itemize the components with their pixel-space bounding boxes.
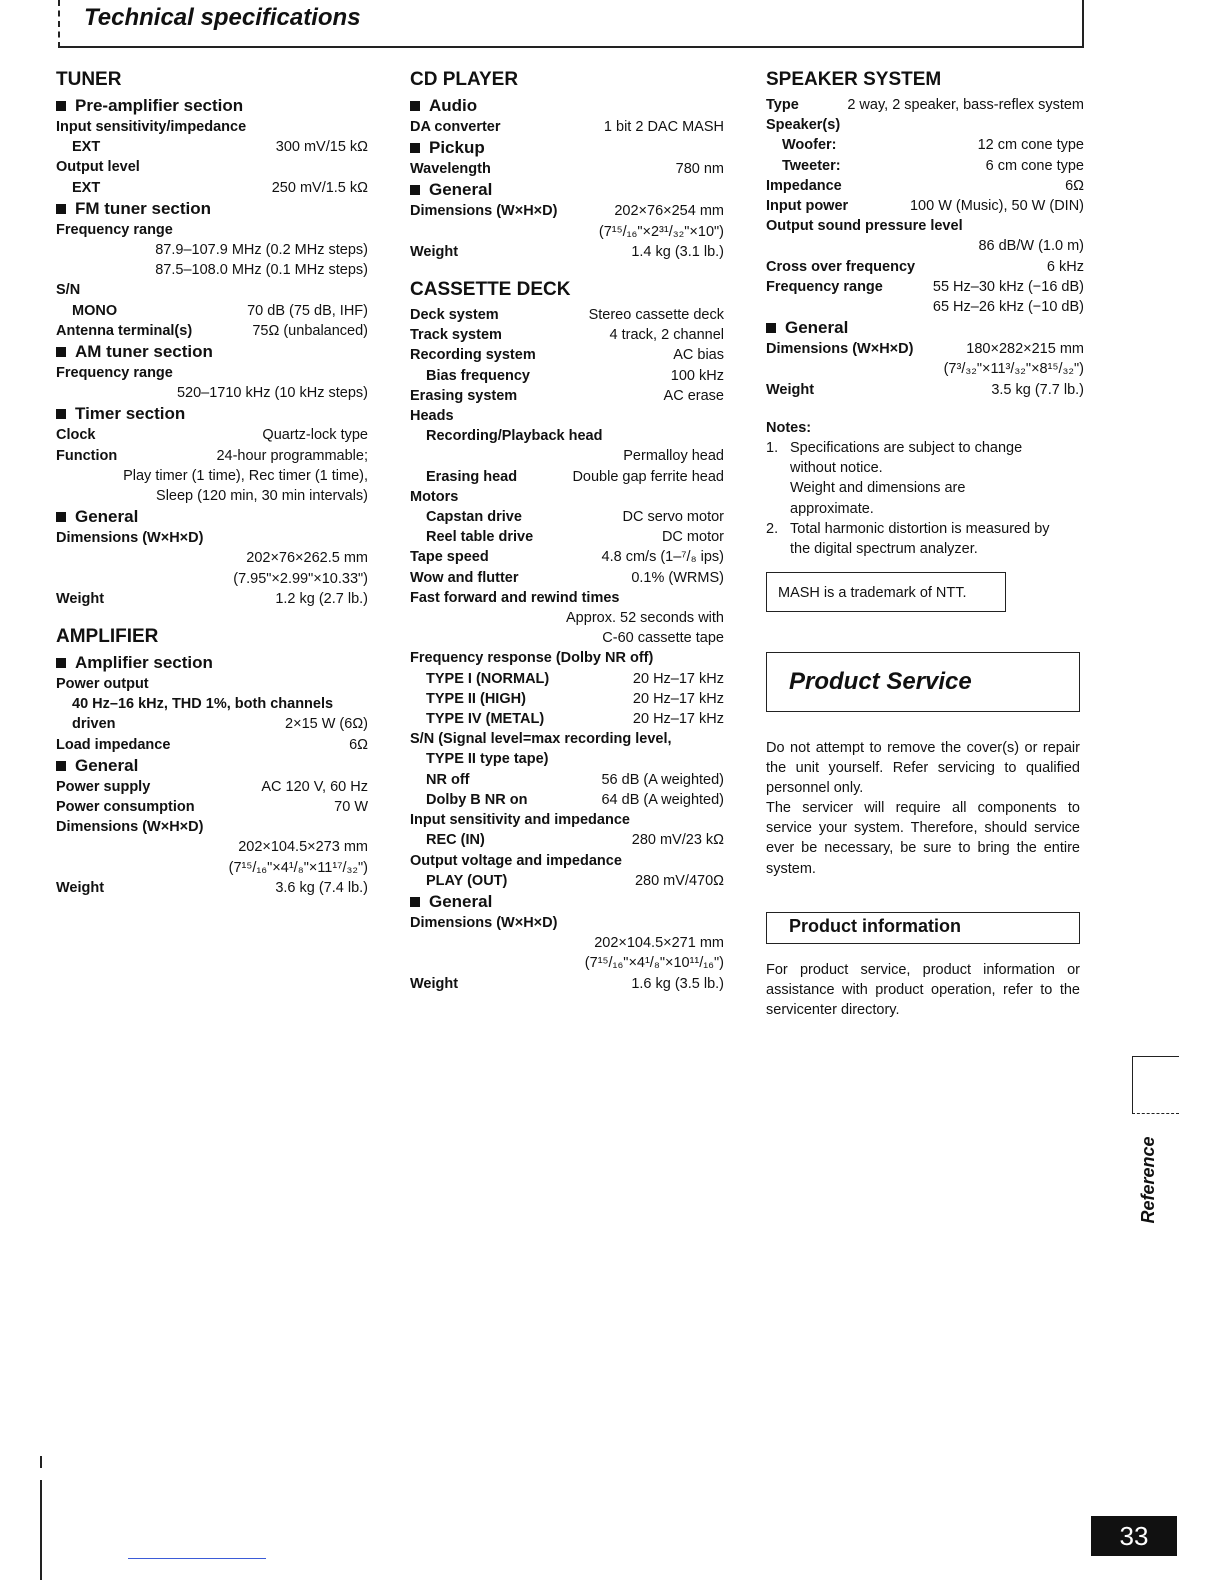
- spec-row: Capstan drive DC servo motor: [426, 509, 724, 526]
- spl-label: Output sound pressure level: [766, 218, 963, 235]
- spec-row: Wow and flutter 0.1% (WRMS): [410, 569, 724, 586]
- spec-row: Clock Quartz-lock type: [56, 427, 368, 444]
- amp-section-heading: Amplifier section: [56, 652, 368, 674]
- spec-row: Bias frequency 100 kHz: [426, 367, 724, 384]
- product-information-para: For product service, product information or assistance with product operation, refer to the servicenter directory.: [766, 962, 1080, 1019]
- spec-row: Dimensions (W×H×D) 202×76×254 mm: [410, 203, 724, 220]
- output-label: Output voltage and impedance: [410, 852, 622, 869]
- spec-row: Tape speed 4.8 cm/s (1–⁷/₈ ips): [410, 549, 724, 566]
- speaker-heading: SPEAKER SYSTEM: [766, 69, 942, 90]
- freq-response-label: Frequency response (Dolby NR off): [410, 650, 654, 667]
- spec-row: Dimensions (W×H×D) 180×282×215 mm: [766, 341, 1084, 358]
- side-tab-frame: [1132, 1056, 1179, 1114]
- sn-label: S/N (Signal level=max recording level,: [410, 731, 672, 748]
- spec-row: Antenna terminal(s) 75Ω (unbalanced): [56, 322, 368, 339]
- spec-row: TYPE II (HIGH) 20 Hz–17 kHz: [426, 690, 724, 707]
- tuner-general-heading: General: [56, 506, 368, 528]
- spec-row: Weight 3.5 kg (7.7 lb.): [766, 381, 1084, 398]
- note-item: approximate.: [790, 500, 874, 517]
- input-sensitivity-label: Input sensitivity/impedance: [56, 119, 247, 135]
- column-cd-cassette: [410, 68, 724, 994]
- spec-row: EXT 250 mV/1.5 kΩ: [72, 179, 368, 196]
- spec-row: DA converter 1 bit 2 DAC MASH: [410, 119, 724, 135]
- bullet-square-icon: [56, 347, 66, 357]
- spec-row: Woofer: 12 cm cone type: [782, 137, 1084, 154]
- note-item: 1. Specifications are subject to change: [766, 440, 1023, 457]
- spec-row: Input power 100 W (Music), 50 W (DIN): [766, 198, 1084, 215]
- dimensions-label: Dimensions (W×H×D): [56, 530, 204, 547]
- dimensions-label: Dimensions (W×H×D): [410, 914, 558, 931]
- power-condition: 40 Hz–16 kHz, THD 1%, both channels: [72, 696, 334, 713]
- spec-row: Weight 1.6 kg (3.5 lb.): [410, 975, 724, 992]
- spec-value: 87.5–108.0 MHz (0.1 MHz steps): [155, 262, 368, 279]
- input-label: Input sensitivity and impedance: [410, 812, 630, 829]
- margin-mark: [40, 1480, 42, 1580]
- product-service-para-2: The servicer will require all components to service your system. Therefore, should service ever be necessary, be sure to bring the entire system.: [766, 800, 1080, 877]
- bullet-square-icon: [56, 658, 66, 668]
- pickup-heading: Pickup: [410, 137, 724, 159]
- speaker-general-heading: General: [766, 317, 1084, 339]
- product-information-title: Product information: [789, 916, 961, 936]
- spec-row: Function 24-hour programmable;: [56, 447, 368, 464]
- cassette-heading: CASSETTE DECK: [410, 279, 571, 301]
- spec-value: (7.95"×2.99"×10.33"): [233, 570, 368, 587]
- spec-value: 202×104.5×273 mm: [238, 839, 368, 856]
- spec-row: TYPE IV (METAL) 20 Hz–17 kHz: [426, 711, 724, 728]
- amplifier-heading: AMPLIFIER: [56, 626, 159, 648]
- audio-heading: Audio: [410, 95, 724, 117]
- spec-row: Track system 4 track, 2 channel: [410, 327, 724, 344]
- notes-heading: Notes:: [766, 419, 812, 436]
- spec-value: 520–1710 kHz (10 kHz steps): [176, 385, 368, 402]
- bullet-square-icon: [410, 143, 420, 153]
- spec-value: 202×76×262.5 mm: [246, 550, 368, 567]
- spec-value: (7¹⁵/₁₆"×4¹/₈"×11¹⁷/₃₂"): [228, 859, 368, 876]
- spec-value: Permalloy head: [623, 448, 724, 465]
- bullet-square-icon: [410, 185, 420, 195]
- spec-row: Recording system AC bias: [410, 347, 724, 364]
- spec-row: Impedance 6Ω: [766, 177, 1084, 194]
- fm-frequency-label: Frequency range: [56, 221, 173, 238]
- bullet-square-icon: [56, 512, 66, 522]
- spec-value: 86 dB/W (1.0 m): [978, 238, 1084, 255]
- am-heading: AM tuner section: [56, 341, 368, 363]
- note-item: Weight and dimensions are: [790, 480, 966, 497]
- spec-value: 202×104.5×271 mm: [594, 935, 724, 952]
- spec-value: 65 Hz–26 kHz (−10 dB): [932, 299, 1084, 316]
- spec-value: 87.9–107.9 MHz (0.2 MHz steps): [155, 242, 368, 259]
- bullet-square-icon: [56, 204, 66, 214]
- bullet-square-icon: [410, 897, 420, 907]
- spec-row: Dolby B NR on 64 dB (A weighted): [426, 791, 724, 808]
- spec-value: Sleep (120 min, 30 min intervals): [156, 488, 368, 505]
- timer-heading: Timer section: [56, 403, 368, 425]
- spec-row: Power consumption 70 W: [56, 799, 368, 816]
- cassette-general-heading: General: [410, 891, 724, 913]
- page-number: 33: [1091, 1516, 1177, 1556]
- spec-row: Reel table drive DC motor: [426, 529, 724, 546]
- spec-value: (7³/₃₂"×11³/₃₂"×8¹⁵/₃₂"): [943, 361, 1084, 378]
- spec-row: driven 2×15 W (6Ω): [72, 716, 368, 733]
- page-title: Technical specifications: [84, 4, 361, 31]
- cd-heading: CD PLAYER: [410, 69, 519, 90]
- spec-row: Erasing system AC erase: [410, 387, 724, 404]
- spec-row: Type 2 way, 2 speaker, bass-reflex system: [766, 97, 1084, 113]
- header-frame: [58, 0, 1084, 48]
- am-frequency-label: Frequency range: [56, 365, 173, 382]
- product-information-box: [766, 912, 1080, 944]
- sn-label-cont: TYPE II type tape): [426, 751, 549, 768]
- tuner-heading: TUNER: [56, 69, 122, 90]
- spec-row: Weight 1.2 kg (2.7 lb.): [56, 590, 368, 607]
- rp-head-label: Recording/Playback head: [426, 428, 603, 445]
- sn-label: S/N: [56, 282, 81, 299]
- spec-row: Erasing head Double gap ferrite head: [426, 468, 724, 485]
- pre-amp-heading: Pre-amplifier section: [56, 95, 368, 117]
- spec-row: NR off 56 dB (A weighted): [426, 771, 724, 788]
- product-service-box: [766, 652, 1080, 712]
- heads-label: Heads: [410, 408, 454, 425]
- spec-row: Deck system Stereo cassette deck: [410, 307, 724, 324]
- ff-label: Fast forward and rewind times: [410, 589, 620, 606]
- amp-general-heading: General: [56, 755, 368, 777]
- spec-row: REC (IN) 280 mV/23 kΩ: [426, 832, 724, 849]
- spec-row: Load impedance 6Ω: [56, 736, 368, 753]
- column-speaker: [766, 68, 1084, 559]
- scan-line: [128, 1558, 266, 1559]
- spec-row: EXT 300 mV/15 kΩ: [72, 139, 368, 156]
- fm-heading: FM tuner section: [56, 198, 368, 220]
- spec-value: C-60 cassette tape: [602, 630, 724, 647]
- note-item: the digital spectrum analyzer.: [790, 541, 978, 558]
- bullet-square-icon: [56, 409, 66, 419]
- product-service-title: Product Service: [789, 668, 972, 695]
- spec-row: Weight 3.6 kg (7.4 lb.): [56, 879, 368, 896]
- bullet-square-icon: [766, 323, 776, 333]
- note-item: without notice.: [790, 460, 883, 477]
- speakers-label: Speaker(s): [766, 117, 841, 134]
- product-service-para-1: Do not attempt to remove the cover(s) or repair the unit yourself. Refer servicing to qualified personnel only.: [766, 740, 1080, 797]
- power-output-label: Power output: [56, 676, 149, 693]
- spec-value: (7¹⁵/₁₆"×2³¹/₃₂"×10"): [598, 223, 724, 240]
- bullet-square-icon: [56, 761, 66, 771]
- spec-row: Weight 1.4 kg (3.1 lb.): [410, 243, 724, 260]
- spec-row: Wavelength 780 nm: [410, 161, 724, 178]
- spec-row: Cross over frequency 6 kHz: [766, 258, 1084, 275]
- spec-row: Frequency range 55 Hz–30 kHz (−16 dB): [766, 278, 1084, 295]
- spec-row: Power supply AC 120 V, 60 Hz: [56, 778, 368, 795]
- spec-value: Play timer (1 time), Rec timer (1 time),: [123, 467, 368, 484]
- bullet-square-icon: [56, 101, 66, 111]
- spec-row: TYPE I (NORMAL) 20 Hz–17 kHz: [426, 670, 724, 687]
- side-tab-reference: Reference: [1138, 1136, 1158, 1224]
- spec-row: Tweeter: 6 cm cone type: [782, 157, 1084, 174]
- spec-row: MONO 70 dB (75 dB, IHF): [72, 302, 368, 319]
- dimensions-label: Dimensions (W×H×D): [56, 819, 204, 836]
- spec-value: (7¹⁵/₁₆"×4¹/₈"×10¹¹/₁₆"): [584, 955, 724, 972]
- output-level-label: Output level: [56, 159, 140, 176]
- note-item: 2. Total harmonic distortion is measured by: [766, 520, 1050, 537]
- spec-value: Approx. 52 seconds with: [566, 610, 724, 627]
- trademark-notice: MASH is a trademark of NTT.: [766, 572, 1006, 612]
- column-tuner-amplifier: [56, 68, 368, 898]
- bullet-square-icon: [410, 101, 420, 111]
- spec-row: PLAY (OUT) 280 mV/470Ω: [426, 872, 724, 889]
- cd-general-heading: General: [410, 179, 724, 201]
- motors-label: Motors: [410, 488, 459, 505]
- margin-mark: [40, 1456, 42, 1468]
